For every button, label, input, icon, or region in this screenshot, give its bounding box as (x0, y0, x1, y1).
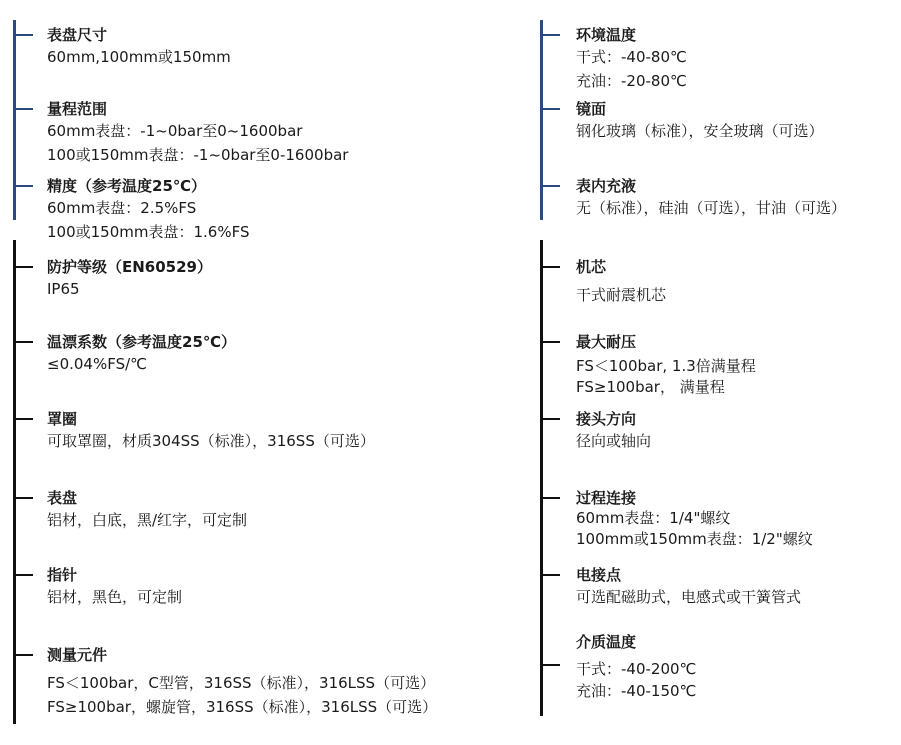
spec-contacts (540, 565, 801, 609)
spec-title: 温漂系数（参考温度25℃） (47, 333, 237, 351)
spec-title: 防护等级（EN60529） (47, 258, 212, 276)
spec-title: 表盘尺寸 (47, 26, 108, 44)
spec-title: 精度（参考温度25℃） (47, 177, 207, 195)
spec-line: ≤0.04%FS/℃ (47, 355, 148, 373)
bullet-tick (540, 574, 560, 576)
spec-title: 电接点 (576, 566, 622, 584)
spec-title: 镜面 (576, 100, 607, 118)
spec-title: 测量元件 (47, 646, 108, 664)
spec-line: 径向或轴向 (576, 432, 652, 450)
spec-movement (540, 257, 666, 307)
spec-line: 60mm表盘：2.5%FS (47, 199, 197, 217)
spec-line: FS≥100bar，螺旋管，316SS（标准），316LSS（可选） (47, 698, 438, 716)
spec-line: 60mm表盘：-1~0bar至0~1600bar (47, 122, 303, 140)
spec-line: 无（标准），硅油（可选），甘油（可选） (576, 199, 847, 217)
spec-title: 过程连接 (576, 489, 637, 507)
spec-title: 罩圈 (47, 410, 78, 428)
spec-window (540, 99, 824, 143)
bullet-tick (540, 34, 560, 36)
spec-line: 充油：-20-80℃ (576, 72, 687, 90)
bullet-tick (13, 34, 33, 36)
spec-line: FS＜100bar, 1.3倍满量程 (576, 357, 756, 375)
spec-dial-size (13, 25, 231, 69)
spec-title: 环境温度 (576, 26, 637, 44)
bullet-tick (540, 185, 560, 187)
spec-title: 介质温度 (576, 633, 637, 651)
spec-line: FS＜100bar，C型管，316SS（标准），316LSS（可选） (47, 674, 436, 692)
spec-temp-drift (13, 332, 236, 376)
spec-element (13, 645, 437, 719)
bullet-tick (13, 574, 33, 576)
bullet-tick (13, 341, 33, 343)
bullet-tick (540, 108, 560, 110)
spec-range (13, 99, 348, 167)
spec-line: 干式：-40-200℃ (576, 660, 697, 678)
spec-title: 表盘 (47, 489, 78, 507)
spec-line: 干式耐震机芯 (576, 286, 667, 304)
bullet-tick (13, 654, 33, 656)
spec-dial (13, 488, 247, 532)
spec-line: 100mm或150mm表盘：1/2"螺纹 (576, 530, 813, 548)
bullet-tick (540, 497, 560, 499)
bullet-tick (13, 497, 33, 499)
spec-connection-direction (540, 409, 651, 453)
spec-line: IP65 (47, 280, 80, 298)
spec-line: 60mm表盘：1/4"螺纹 (576, 509, 731, 527)
spec-line: 可取罩圈，材质304SS（标准），316SS（可选） (47, 432, 375, 450)
spec-line: 铝材，白底，黑/红字，可定制 (47, 511, 248, 529)
spec-medium-temp (540, 632, 696, 702)
spec-title: 机芯 (576, 258, 607, 276)
spec-title: 最大耐压 (576, 333, 637, 351)
spec-fill (540, 176, 846, 220)
spec-protection (13, 257, 212, 301)
spec-line: 铝材，黑色，可定制 (47, 588, 183, 606)
spec-line: FS≥100bar， 满量程 (576, 378, 725, 396)
spec-line: 60mm,100mm或150mm (47, 48, 231, 66)
spec-title: 量程范围 (47, 100, 108, 118)
spec-accuracy (13, 176, 249, 244)
spec-title: 接头方向 (576, 410, 637, 428)
bullet-tick (13, 418, 33, 420)
spec-line: 钢化玻璃（标准），安全玻璃（可选） (576, 122, 824, 140)
spec-line: 100或150mm表盘：1.6%FS (47, 223, 250, 241)
spec-title: 指针 (47, 566, 78, 584)
spec-line: 可选配磁助式，电感式或干簧管式 (576, 588, 802, 606)
bullet-tick (540, 266, 560, 268)
bullet-tick (13, 108, 33, 110)
bullet-tick (13, 266, 33, 268)
spec-process-connection (540, 488, 813, 550)
spec-line: 100或150mm表盘：-1~0bar至0-1600bar (47, 146, 349, 164)
bullet-tick (540, 664, 560, 666)
spec-title: 表内充液 (576, 177, 637, 195)
bullet-tick (540, 418, 560, 420)
spec-line: 干式：-40-80℃ (576, 48, 687, 66)
spec-bezel (13, 409, 375, 453)
bullet-tick (13, 185, 33, 187)
spec-pointer (13, 565, 182, 609)
bullet-tick (540, 341, 560, 343)
spec-line: 充油：-40-150℃ (576, 682, 697, 700)
spec-ambient-temp (540, 25, 687, 93)
spec-max-pressure (540, 332, 756, 398)
